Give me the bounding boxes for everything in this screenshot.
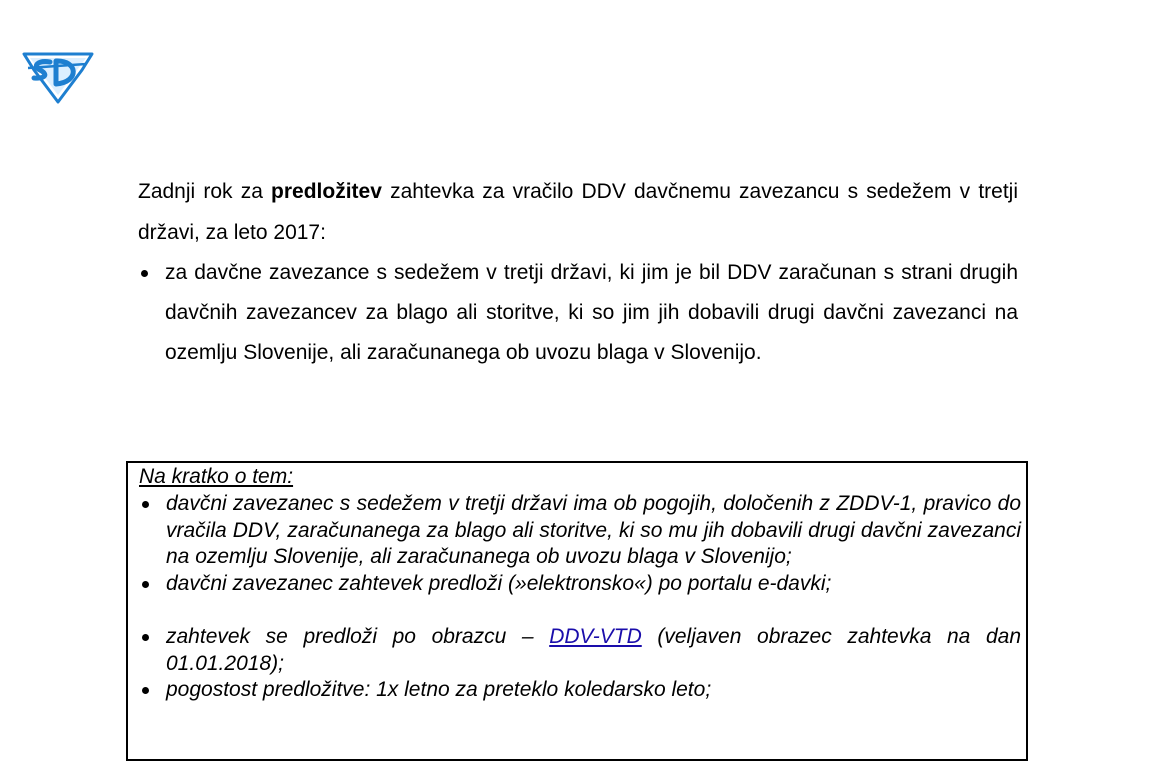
list-item: pogostost predložitve: 1x letno za preteklo koledarsko leto; — [139, 677, 1021, 704]
deadline-bullet-list — [138, 253, 1018, 373]
intro-bold-term: predložitev — [271, 180, 382, 203]
list-item: davčni zavezanec s sedežem v tretji državi ima ob pogojih, določenih z ZDDV-1, pravico do vračila DDV, zaračunanega za blago ali storitve, ki so mu jih dobavili drugi davčni zavezanci na ozemlju Slovenije, ali zaračunanega ob uvozu blaga v Slovenijo; — [139, 491, 1021, 571]
ddv-vtd-link[interactable]: DDV-VTD — [549, 625, 642, 648]
list-item: davčni zavezanec zahtevek predloži (»elektronsko«) po portalu e-davki; — [139, 571, 1021, 598]
list-item: za davčne zavezance s sedežem v tretji državi, ki jim je bil DDV zaračunan s strani drugih davčnih zavezancev za blago ali storitve, ki so jim jih dobavili drugi davčni zavezanci na ozemlju Slovenije, ali zaračunanega ob uvozu blaga v Slovenijo. — [138, 253, 1018, 373]
intro-text-end: zahtevka za vračilo DDV davčnemu zavezancu s sedežem v tretji državi, za leto 2017: — [138, 180, 1018, 244]
summary-title: Na kratko o tem: — [139, 465, 294, 488]
summary-item-text: zahtevek se predloži po obrazcu – — [166, 625, 550, 648]
summary-item-text: (veljaven obrazec zahtevka na dan 01.01.2018); — [166, 625, 1021, 675]
sd-shield-logo-icon — [20, 48, 96, 104]
intro-paragraph — [138, 171, 1018, 253]
list-item — [139, 624, 1021, 677]
intro-text-start: Zadnji rok za — [138, 180, 272, 203]
summary-box — [126, 461, 1028, 761]
summary-list — [139, 491, 1021, 704]
